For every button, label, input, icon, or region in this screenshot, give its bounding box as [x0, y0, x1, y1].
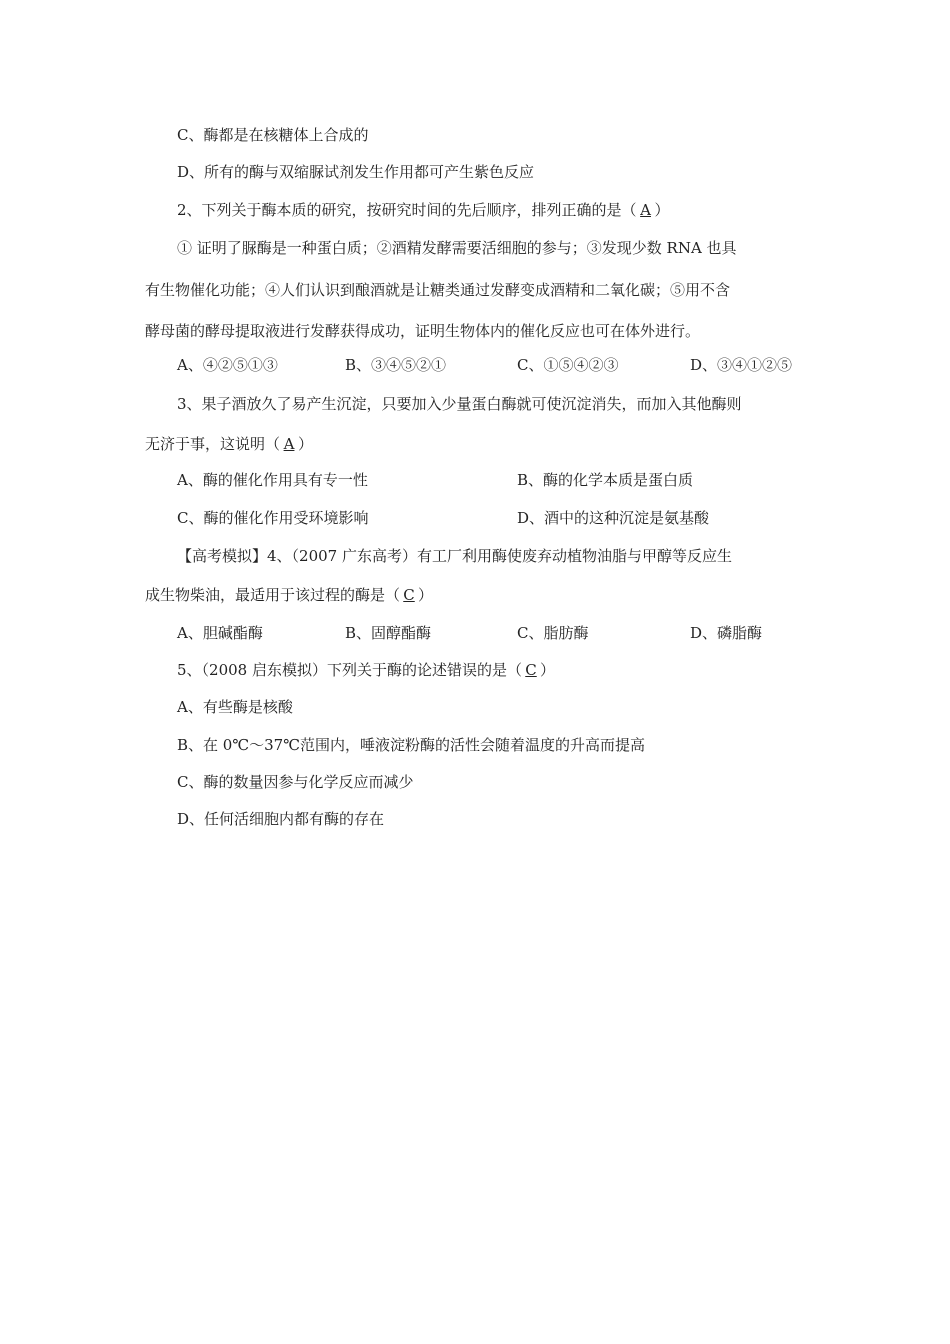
q4-stem-line-1: 【高考模拟】4、（2007 广东高考）有工厂利用酶使废弃动植物油脂与甲醇等反应生: [177, 547, 732, 565]
q3-answer: A: [283, 435, 295, 453]
q5-stem-text: 5、（2008 启东模拟）下列关于酶的论述错误的是（: [177, 661, 522, 679]
q3-option-a: A、酶的催化作用具有专一性: [177, 471, 368, 489]
q2-statement-line-2: 有生物催化功能；④人们认识到酿酒就是让糖类通过发酵变成酒精和二氧化碳；⑤用不含: [145, 281, 731, 299]
q2-statement-line-3: 酵母菌的酵母提取液进行发酵获得成功，证明生物体内的催化反应也可在体外进行。: [145, 322, 701, 340]
q4-options: [177, 622, 817, 644]
q5-stem-close: ）: [540, 661, 556, 679]
q3-option-b: B、酶的化学本质是蛋白质: [517, 471, 694, 489]
q3-stem-line-1: 3、果子酒放久了易产生沉淀，只要加入少量蛋白酶就可使沉淀消失，而加入其他酶则: [177, 395, 742, 413]
q3-option-d: D、酒中的这种沉淀是氨基酸: [517, 509, 710, 527]
q2-options: [177, 354, 817, 376]
q2-option-c: C、①⑤④②③: [517, 356, 619, 374]
q4-stem-text: 成生物柴油，最适用于该过程的酶是（: [145, 586, 401, 604]
q1-option-d: D、所有的酶与双缩脲试剂发生作用都可产生紫色反应: [177, 163, 535, 181]
q5-stem: [177, 659, 817, 681]
q3-stem-text: 无济于事，这说明（: [145, 435, 281, 453]
q5-option-c: C、酶的数量因参与化学反应而减少: [177, 773, 414, 791]
q5-option-d: D、任何活细胞内都有酶的存在: [177, 810, 385, 828]
q5-option-a: A、有些酶是核酸: [177, 698, 293, 716]
q4-answer: C: [403, 586, 415, 604]
q4-option-c: C、脂肪酶: [517, 624, 589, 642]
q3-options-row-2: [177, 507, 817, 529]
q4-stem-line-2: [145, 584, 815, 606]
q3-option-c: C、酶的催化作用受环境影响: [177, 509, 369, 527]
q2-statement-line-1: ① 证明了脲酶是一种蛋白质；②酒精发酵需要活细胞的参与；③发现少数 RNA 也具: [177, 239, 737, 257]
q4-option-b: B、固醇酯酶: [345, 624, 432, 642]
q3-stem-close: ）: [298, 435, 314, 453]
q2-stem-text: 2、下列关于酶本质的研究，按研究时间的先后顺序，排列正确的是（: [177, 201, 637, 219]
q5-answer: C: [525, 661, 537, 679]
q2-stem: [177, 199, 817, 221]
q3-stem-line-2: [145, 433, 815, 455]
q4-stem-close: ）: [418, 586, 434, 604]
q5-option-b: B、在 0℃～37℃范围内，唾液淀粉酶的活性会随着温度的升高而提高: [177, 736, 645, 754]
q2-option-d: D、③④①②⑤: [690, 356, 793, 374]
q1-option-c: C、酶都是在核糖体上合成的: [177, 126, 369, 144]
q2-option-a: A、④②⑤①③: [177, 356, 278, 374]
q2-answer: A: [640, 201, 651, 219]
q3-options-row-1: [177, 469, 817, 491]
q4-option-a: A、胆碱酯酶: [177, 624, 263, 642]
q2-option-b: B、③④⑤②①: [345, 356, 447, 374]
q4-option-d: D、磷脂酶: [690, 624, 763, 642]
q2-stem-close: ）: [654, 201, 670, 219]
